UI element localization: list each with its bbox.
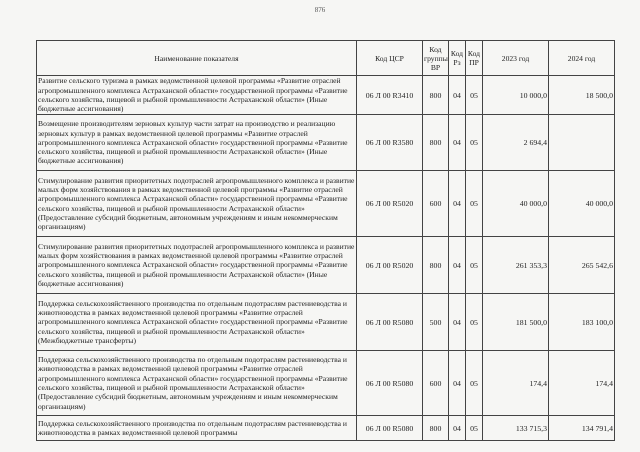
row-2023: 133 715,3 <box>483 416 549 441</box>
table-row <box>37 171 615 237</box>
row-csr: 06 Л 00 R5080 <box>357 416 423 441</box>
row-csr: 06 Л 00 R5020 <box>357 237 423 294</box>
table-row <box>37 237 615 294</box>
row-2024: 174,4 <box>549 351 615 416</box>
row-csr: 06 Л 00 R5080 <box>357 351 423 416</box>
row-csr: 06 Л 00 R5020 <box>357 171 423 237</box>
row-rz: 04 <box>449 416 466 441</box>
row-rz: 04 <box>449 171 466 237</box>
row-name: Поддержка сельскохозяйственного производства по отдельным подотраслям растениеводства и животноводства в рамках ведомственной целевой программы «Развитие отраслей агропромышленного комплекса Астраханской области» государственной программы «Развитие сельского хозяйства, пищевой и рыбной промышленности Астраханской области» (Предоставление субсидий бюджетным, автономным учреждениям и иным некоммерческим организациям) <box>37 351 357 416</box>
row-vr: 500 <box>423 294 449 351</box>
header-pr: Код ПР <box>466 41 483 76</box>
row-rz: 04 <box>449 351 466 416</box>
row-csr: 06 Л 00 R3580 <box>357 115 423 171</box>
row-vr: 800 <box>423 76 449 115</box>
row-csr: 06 Л 00 R3410 <box>357 76 423 115</box>
row-2024: 40 000,0 <box>549 171 615 237</box>
row-pr: 05 <box>466 294 483 351</box>
row-2023: 261 353,3 <box>483 237 549 294</box>
row-rz: 04 <box>449 115 466 171</box>
row-pr: 05 <box>466 351 483 416</box>
row-pr: 05 <box>466 115 483 171</box>
row-2023: 2 694,4 <box>483 115 549 171</box>
header-vr: Код группы ВР <box>423 41 449 76</box>
row-2023: 40 000,0 <box>483 171 549 237</box>
budget-table <box>36 40 615 441</box>
row-2024: 265 542,6 <box>549 237 615 294</box>
table-header-row <box>37 41 615 76</box>
table-row <box>37 115 615 171</box>
row-pr: 05 <box>466 237 483 294</box>
header-2023: 2023 год <box>483 41 549 76</box>
header-2024: 2024 год <box>549 41 615 76</box>
row-rz: 04 <box>449 294 466 351</box>
table-row <box>37 76 615 115</box>
row-pr: 05 <box>466 416 483 441</box>
row-2024: 18 500,0 <box>549 76 615 115</box>
row-name: Возмещение производителям зерновых культур части затрат на производство и реализацию зерновых культур в рамках ведомственной целевой программы «Развитие отраслей агропромышленного комплекса Астраханской области» государственной программы «Развитие сельского хозяйства, пищевой и рыбной промышленности Астраханской области» (Иные бюджетные ассигнования) <box>37 115 357 171</box>
row-name: Развитие сельского туризма в рамках ведомственной целевой программы «Развитие отраслей агропромышленного комплекса Астраханской области» государственной программы «Развитие сельского хозяйства, пищевой и рыбной промышленности Астраханской области» (Иные бюджетные ассигнования) <box>37 76 357 115</box>
row-pr: 05 <box>466 76 483 115</box>
row-rz: 04 <box>449 237 466 294</box>
page-number: 876 <box>314 6 326 14</box>
row-name: Поддержка сельскохозяйственного производства по отдельным подотраслям растениеводства и животноводства в рамках ведомственной целевой программы <box>37 416 357 441</box>
table-row <box>37 351 615 416</box>
row-2024: 134 791,4 <box>549 416 615 441</box>
row-vr: 800 <box>423 237 449 294</box>
header-rz: Код Рз <box>449 41 466 76</box>
row-name: Стимулирование развития приоритетных подотраслей агропромышленного комплекса и развитие малых форм хозяйствования в рамках ведомственной целевой программы «Развитие отраслей агропромышленного комплекса Астраханской области» государственной программы «Развитие сельского хозяйства, пищевой и рыбной промышленности Астраханской области» (Предоставление субсидий бюджетным, автономным учреждениям и иным некоммерческим организациям) <box>37 171 357 237</box>
row-vr: 600 <box>423 351 449 416</box>
table-row <box>37 416 615 441</box>
row-2024 <box>549 115 615 171</box>
header-csr: Код ЦСР <box>357 41 423 76</box>
row-csr: 06 Л 00 R5080 <box>357 294 423 351</box>
row-name: Поддержка сельскохозяйственного производства по отдельным подотраслям растениеводства и животноводства в рамках ведомственной целевой программы «Развитие отраслей агропромышленного комплекса Астраханской области» государственной программы «Развитие сельского хозяйства, пищевой и рыбной промышленности Астраханской области» (Межбюджетные трансферты) <box>37 294 357 351</box>
row-2023: 174,4 <box>483 351 549 416</box>
row-pr: 05 <box>466 171 483 237</box>
row-vr: 800 <box>423 416 449 441</box>
row-vr: 600 <box>423 171 449 237</box>
row-rz: 04 <box>449 76 466 115</box>
table-row <box>37 294 615 351</box>
row-2024: 183 100,0 <box>549 294 615 351</box>
row-vr: 800 <box>423 115 449 171</box>
row-2023: 10 000,0 <box>483 76 549 115</box>
row-2023: 181 500,0 <box>483 294 549 351</box>
header-name: Наименование показателя <box>37 41 357 76</box>
row-name: Стимулирование развития приоритетных подотраслей агропромышленного комплекса и развитие малых форм хозяйствования в рамках ведомственной целевой программы «Развитие отраслей агропромышленного комплекса Астраханской области» государственной программы «Развитие сельского хозяйства, пищевой и рыбной промышленности Астраханской области» (Иные бюджетные ассигнования) <box>37 237 357 294</box>
